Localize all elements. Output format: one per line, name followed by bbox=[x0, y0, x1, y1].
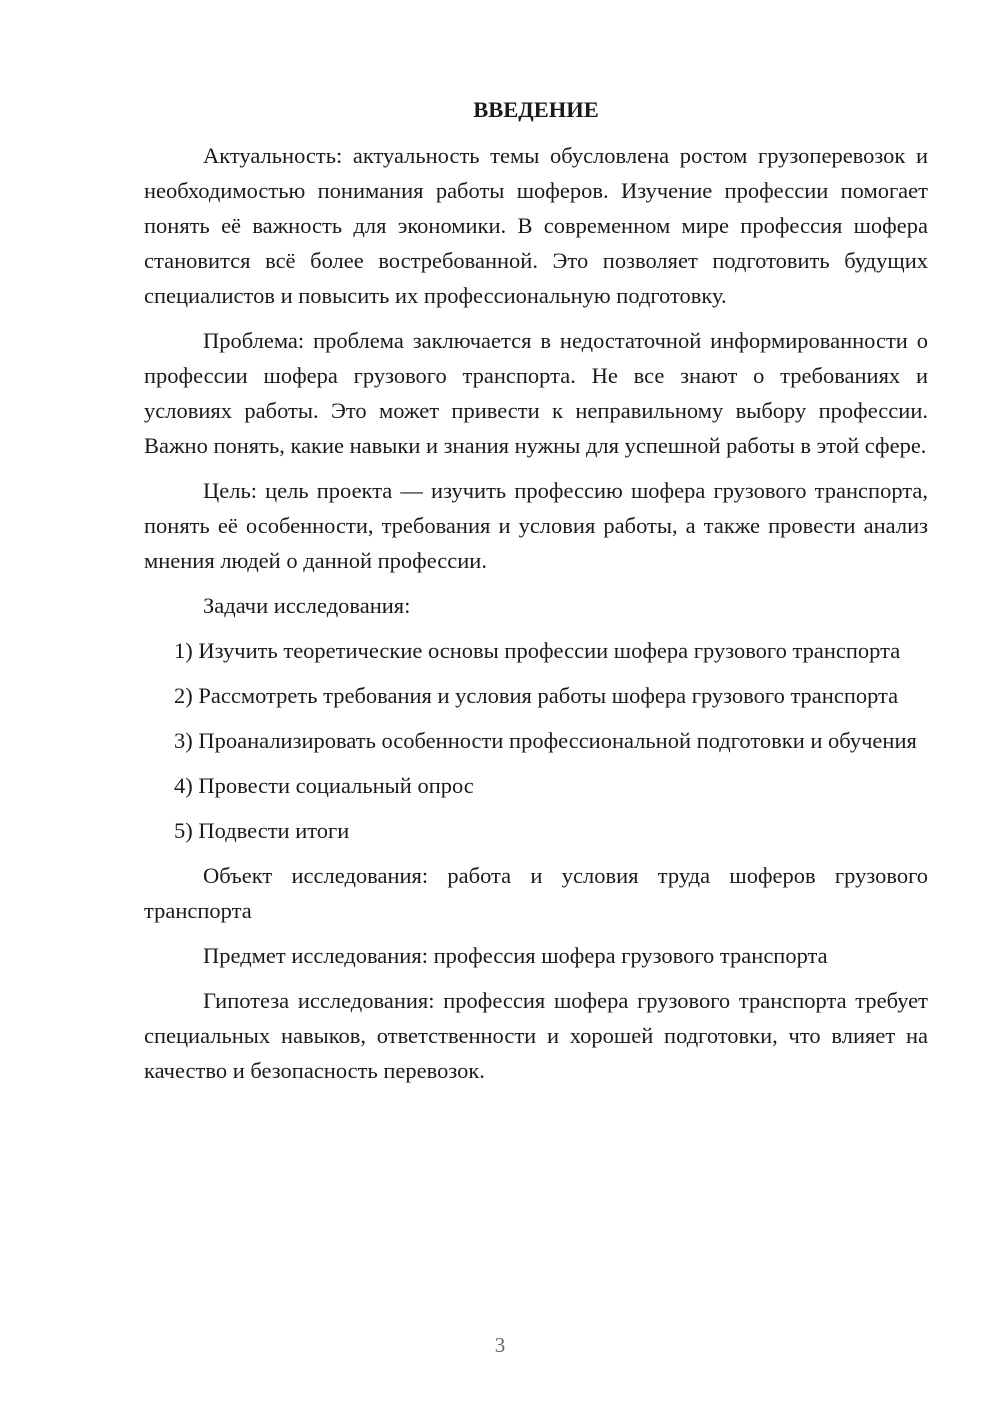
list-item: 3) Проанализировать особенности профессиональной подготовки и обучения bbox=[174, 728, 917, 753]
research-subject-paragraph: Предмет исследования: профессия шофера грузового транспорта bbox=[203, 943, 828, 968]
list-item: 4) Провести социальный опрос bbox=[174, 773, 474, 798]
list-item: 1) Изучить теоретические основы профессии шофера грузового транспорта bbox=[174, 638, 901, 663]
relevance-paragraph: Актуальность: актуальность темы обусловлена ростом грузоперевозок и необходимостью понимания работы шоферов. Изучение профессии помогает понять её важность для экономики. В современном мире профессия шофера становится всё более востребованной. Это позволяет подготовить будущих специалистов и повысить их профессиональную подготовку. bbox=[144, 143, 928, 308]
problem-paragraph: Проблема: проблема заключается в недостаточной информированности о профессии шофера грузового транспорта. Не все знают о требованиях и условиях работы. Это может привести к неправильному выбору профессии. Важно понять, какие навыки и знания нужны для успешной работы в этой сфере. bbox=[144, 328, 928, 458]
list-item: 2) Рассмотреть требования и условия работы шофера грузового транспорта bbox=[174, 683, 899, 708]
hypothesis-paragraph: Гипотеза исследования: профессия шофера грузового транспорта требует специальных навыков, ответственности и хорошей подготовки, что влияет на качество и безопасность перевозок. bbox=[144, 988, 928, 1083]
tasks-list bbox=[144, 633, 928, 848]
tasks-heading: Задачи исследования: bbox=[203, 593, 411, 618]
document-page bbox=[144, 92, 928, 1098]
research-object-paragraph: Объект исследования: работа и условия труда шоферов грузового транспорта bbox=[144, 863, 928, 923]
goal-paragraph: Цель: цель проекта — изучить профессию шофера грузового транспорта, понять её особенности, требования и условия работы, а также провести анализ мнения людей о данной профессии. bbox=[144, 478, 928, 573]
list-item: 5) Подвести итоги bbox=[174, 818, 350, 843]
page-title: ВВЕДЕНИЕ bbox=[473, 97, 599, 122]
page-number: 3 bbox=[494, 1333, 506, 1357]
